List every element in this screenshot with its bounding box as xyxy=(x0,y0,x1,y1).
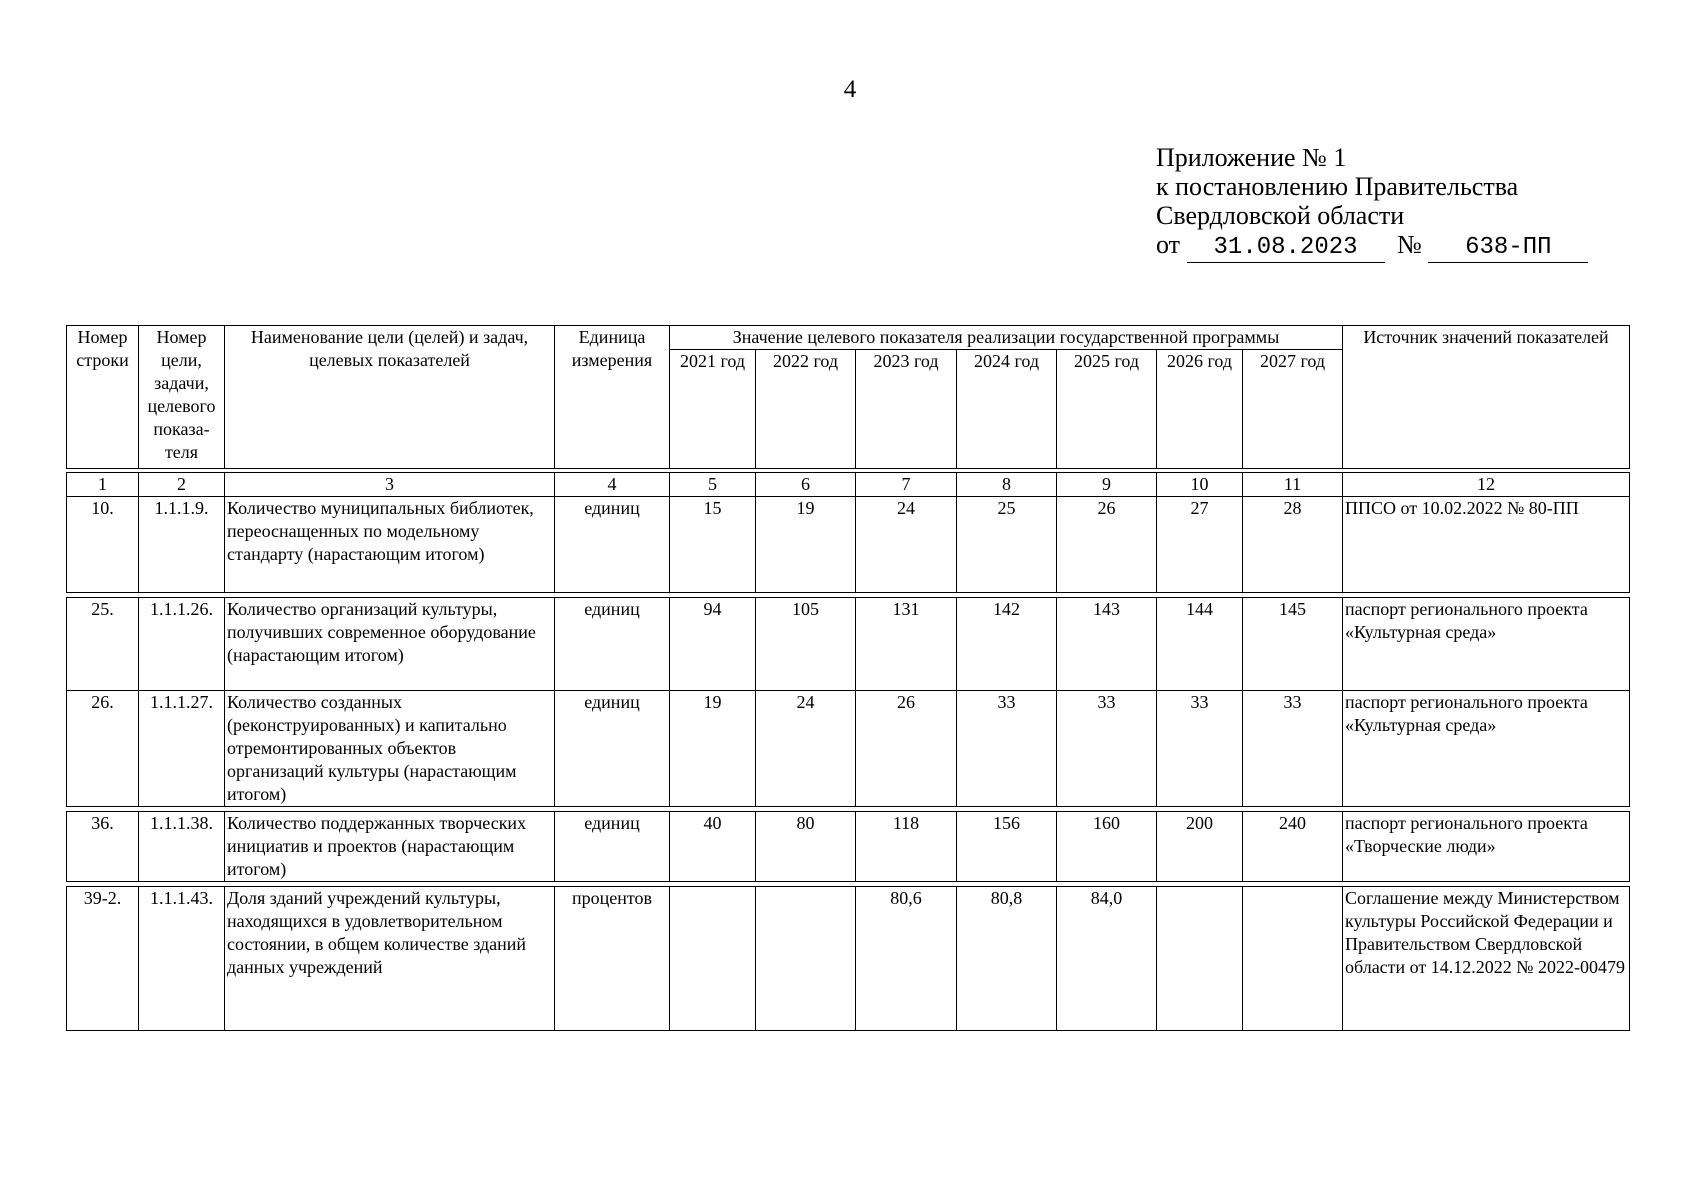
header-year-2023: 2023 год xyxy=(856,350,957,469)
header-year-2026: 2026 год xyxy=(1157,350,1243,469)
row-number: 26. xyxy=(67,691,139,807)
value-2026: 27 xyxy=(1157,497,1243,593)
header-year-2024: 2024 год xyxy=(957,350,1057,469)
value-2022: 24 xyxy=(756,691,856,807)
column-number: 7 xyxy=(856,473,957,497)
value-2022: 80 xyxy=(756,812,856,882)
unit: единиц xyxy=(555,598,670,691)
value-2024: 25 xyxy=(957,497,1057,593)
value-2025: 26 xyxy=(1057,497,1157,593)
header-name: Наименование цели (целей) и задач, целевых показателей xyxy=(225,326,555,469)
column-number: 5 xyxy=(670,473,756,497)
table-row xyxy=(67,812,1630,882)
value-2024: 142 xyxy=(957,598,1057,691)
unit: единиц xyxy=(555,812,670,882)
value-2021: 15 xyxy=(670,497,756,593)
header-year-2021: 2021 год xyxy=(670,350,756,469)
goal-code: 1.1.1.26. xyxy=(139,598,225,691)
table-row xyxy=(67,497,1630,593)
column-number: 6 xyxy=(756,473,856,497)
value-2023: 118 xyxy=(856,812,957,882)
row-number: 25. xyxy=(67,598,139,691)
column-number: 2 xyxy=(139,473,225,497)
column-numbers-row xyxy=(67,473,1630,497)
row-number: 39-2. xyxy=(67,887,139,1031)
value-2024: 80,8 xyxy=(957,887,1057,1031)
goal-code: 1.1.1.38. xyxy=(139,812,225,882)
value-2026 xyxy=(1157,887,1243,1031)
indicator-name: Доля зданий учреждений культуры, находящихся в удовлетворительном состоянии, в общем количестве зданий данных учреждений xyxy=(225,887,555,1031)
table-row xyxy=(67,598,1630,691)
unit: процентов xyxy=(555,887,670,1031)
value-2025: 33 xyxy=(1057,691,1157,807)
header-unit: Единица измерения xyxy=(555,326,670,469)
source: паспорт регионального проекта «Культурная среда» xyxy=(1343,598,1630,691)
column-number: 9 xyxy=(1057,473,1157,497)
header-source: Источник значений показателей xyxy=(1343,326,1630,469)
number-prefix: № xyxy=(1397,230,1422,259)
value-2025: 84,0 xyxy=(1057,887,1157,1031)
indicator-name: Количество муниципальных библиотек, переоснащенных по модельному стандарту (нарастающим итогом) xyxy=(225,497,555,593)
indicator-name: Количество поддержанных творческих инициатив и проектов (нарастающим итогом) xyxy=(225,812,555,882)
value-2026: 33 xyxy=(1157,691,1243,807)
value-2027: 145 xyxy=(1243,598,1343,691)
source: паспорт регионального проекта «Творческие люди» xyxy=(1343,812,1630,882)
value-2023: 26 xyxy=(856,691,957,807)
table-row xyxy=(67,691,1630,807)
row-number: 36. xyxy=(67,812,139,882)
header-values-group: Значение целевого показателя реализации государственной программы xyxy=(670,326,1343,350)
value-2026: 200 xyxy=(1157,812,1243,882)
value-2027: 33 xyxy=(1243,691,1343,807)
header-year-2027: 2027 год xyxy=(1243,350,1343,469)
value-2021: 19 xyxy=(670,691,756,807)
value-2024: 156 xyxy=(957,812,1057,882)
date-prefix: от xyxy=(1156,230,1181,259)
value-2027 xyxy=(1243,887,1343,1031)
indicators-table-block-4 xyxy=(66,886,1630,1031)
value-2022: 19 xyxy=(756,497,856,593)
indicators-table-block-2 xyxy=(66,597,1630,807)
column-number: 8 xyxy=(957,473,1057,497)
indicators-table-block-1 xyxy=(66,472,1630,593)
column-number: 4 xyxy=(555,473,670,497)
goal-code: 1.1.1.43. xyxy=(139,887,225,1031)
value-2026: 144 xyxy=(1157,598,1243,691)
header-row-number: Номер строки xyxy=(67,326,139,469)
table-row xyxy=(67,887,1630,1031)
appendix-header xyxy=(1156,143,1588,263)
appendix-region: Свердловской области xyxy=(1156,201,1405,230)
value-2021: 40 xyxy=(670,812,756,882)
column-number: 3 xyxy=(225,473,555,497)
source: паспорт регионального проекта «Культурная среда» xyxy=(1343,691,1630,807)
value-2027: 240 xyxy=(1243,812,1343,882)
goal-code: 1.1.1.9. xyxy=(139,497,225,593)
value-2022: 105 xyxy=(756,598,856,691)
indicators-table-block-3 xyxy=(66,811,1630,882)
value-2022 xyxy=(756,887,856,1031)
page-number: 4 xyxy=(843,76,857,103)
header-year-2025: 2025 год xyxy=(1057,350,1157,469)
value-2021 xyxy=(670,887,756,1031)
document-number: 638-ПП xyxy=(1428,233,1588,263)
document-date: 31.08.2023 xyxy=(1187,233,1385,263)
goal-code: 1.1.1.27. xyxy=(139,691,225,807)
source: Соглашение между Министерством культуры Российской Федерации и Правительством Свердловской области от 14.12.2022 № 2022-00479 xyxy=(1343,887,1630,1031)
value-2027: 28 xyxy=(1243,497,1343,593)
indicator-name: Количество созданных (реконструированных) и капитально отремонтированных объектов организаций культуры (нарастающим итогом) xyxy=(225,691,555,807)
appendix-subtitle: к постановлению Правительства xyxy=(1156,172,1519,201)
header-goal-number: Номер цели, задачи, целевого показа- теля xyxy=(139,326,225,469)
column-number: 1 xyxy=(67,473,139,497)
value-2025: 143 xyxy=(1057,598,1157,691)
value-2023: 80,6 xyxy=(856,887,957,1031)
header-year-2022: 2022 год xyxy=(756,350,856,469)
appendix-date-line xyxy=(1156,230,1588,263)
value-2024: 33 xyxy=(957,691,1057,807)
indicators-table-header xyxy=(66,325,1630,469)
column-number: 10 xyxy=(1157,473,1243,497)
value-2021: 94 xyxy=(670,598,756,691)
value-2025: 160 xyxy=(1057,812,1157,882)
column-number: 11 xyxy=(1243,473,1343,497)
unit: единиц xyxy=(555,497,670,593)
value-2023: 24 xyxy=(856,497,957,593)
indicator-name: Количество организаций культуры, получивших современное оборудование (нарастающим итогом) xyxy=(225,598,555,691)
source: ППСО от 10.02.2022 № 80-ПП xyxy=(1343,497,1630,593)
row-number: 10. xyxy=(67,497,139,593)
unit: единиц xyxy=(555,691,670,807)
appendix-title: Приложение № 1 xyxy=(1156,143,1347,172)
column-number: 12 xyxy=(1343,473,1630,497)
value-2023: 131 xyxy=(856,598,957,691)
